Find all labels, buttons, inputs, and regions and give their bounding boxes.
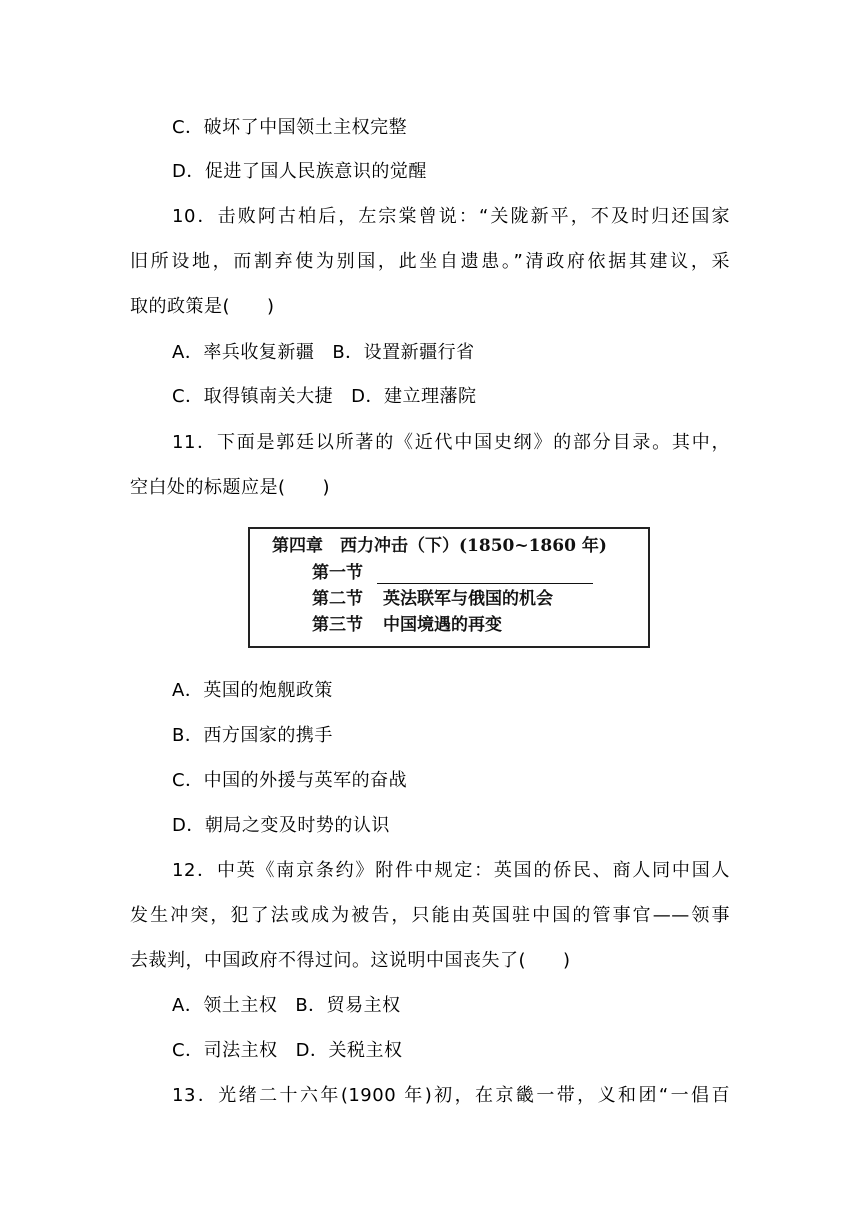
q10-options-cd	[172, 386, 476, 408]
q12-option-d: D．关税主权	[295, 1040, 403, 1061]
q10-options-ab	[172, 342, 475, 364]
q11-option-c: C．中国的外援与英军的奋战	[172, 770, 408, 791]
q10-text-line-1: 10．击败阿古柏后，左宗棠曾说：“关陇新平，不及时归还国家	[172, 206, 730, 227]
toc-section-1	[312, 562, 593, 584]
q12-option-b: B．贸易主权	[295, 995, 401, 1016]
q10-text-line-3: 取的政策是( )	[130, 296, 275, 317]
q11-option-d: D．朝局之变及时势的认识	[172, 815, 390, 836]
toc-section-3-number: 第三节	[312, 615, 363, 635]
q11-option-a: A．英国的炮舰政策	[172, 680, 333, 701]
toc-section-3-title: 中国境遇的再变	[383, 615, 502, 635]
toc-section-3	[312, 614, 502, 636]
q12-option-c: C．司法主权	[172, 1040, 278, 1061]
q12-text-line-1: 12．中英《南京条约》附件中规定：英国的侨民、商人同中国人	[172, 860, 730, 881]
toc-section-2	[312, 588, 553, 610]
q12-text-line-2: 发生冲突，犯了法或成为被告，只能由英国驻中国的管事官——领事	[130, 905, 730, 926]
q12-options-cd	[172, 1040, 402, 1062]
q9-option-d: D．促进了国人民族意识的觉醒	[172, 161, 427, 182]
q13-text-line-1: 13．光绪二十六年(1900 年)初，在京畿一带，义和团“一倡百	[172, 1085, 730, 1106]
q12-text-line-3: 去裁判，中国政府不得过问。这说明中国丧失了( )	[130, 950, 571, 971]
q12-option-a: A．领土主权	[172, 995, 278, 1016]
toc-chapter: 第四章 西力冲击（下）(1850~1860 年)	[272, 536, 607, 556]
toc-section-2-title: 英法联军与俄国的机会	[383, 589, 553, 609]
q12-options-ab	[172, 995, 401, 1017]
q11-text-line-2: 空白处的标题应是( )	[130, 477, 331, 498]
toc-section-1-blank	[377, 567, 593, 584]
q9-option-c: C．破坏了中国领土主权完整	[172, 117, 408, 138]
table-of-contents-box	[248, 527, 650, 648]
q10-text-line-2: 旧所设地，而割弃使为别国，此坐自遗患。”清政府依据其建议，采	[130, 251, 730, 272]
toc-section-2-number: 第二节	[312, 589, 363, 609]
q11-option-b: B．西方国家的携手	[172, 725, 333, 746]
q11-text-line-1: 11．下面是郭廷以所著的《近代中国史纲》的部分目录。其中，	[172, 432, 730, 453]
q10-option-b: B．设置新疆行省	[332, 342, 475, 363]
q10-option-a: A．率兵收复新疆	[172, 342, 315, 363]
q10-option-d: D．建立理藩院	[351, 386, 477, 407]
toc-section-1-number: 第一节	[312, 563, 363, 583]
q10-option-c: C．取得镇南关大捷	[172, 386, 334, 407]
